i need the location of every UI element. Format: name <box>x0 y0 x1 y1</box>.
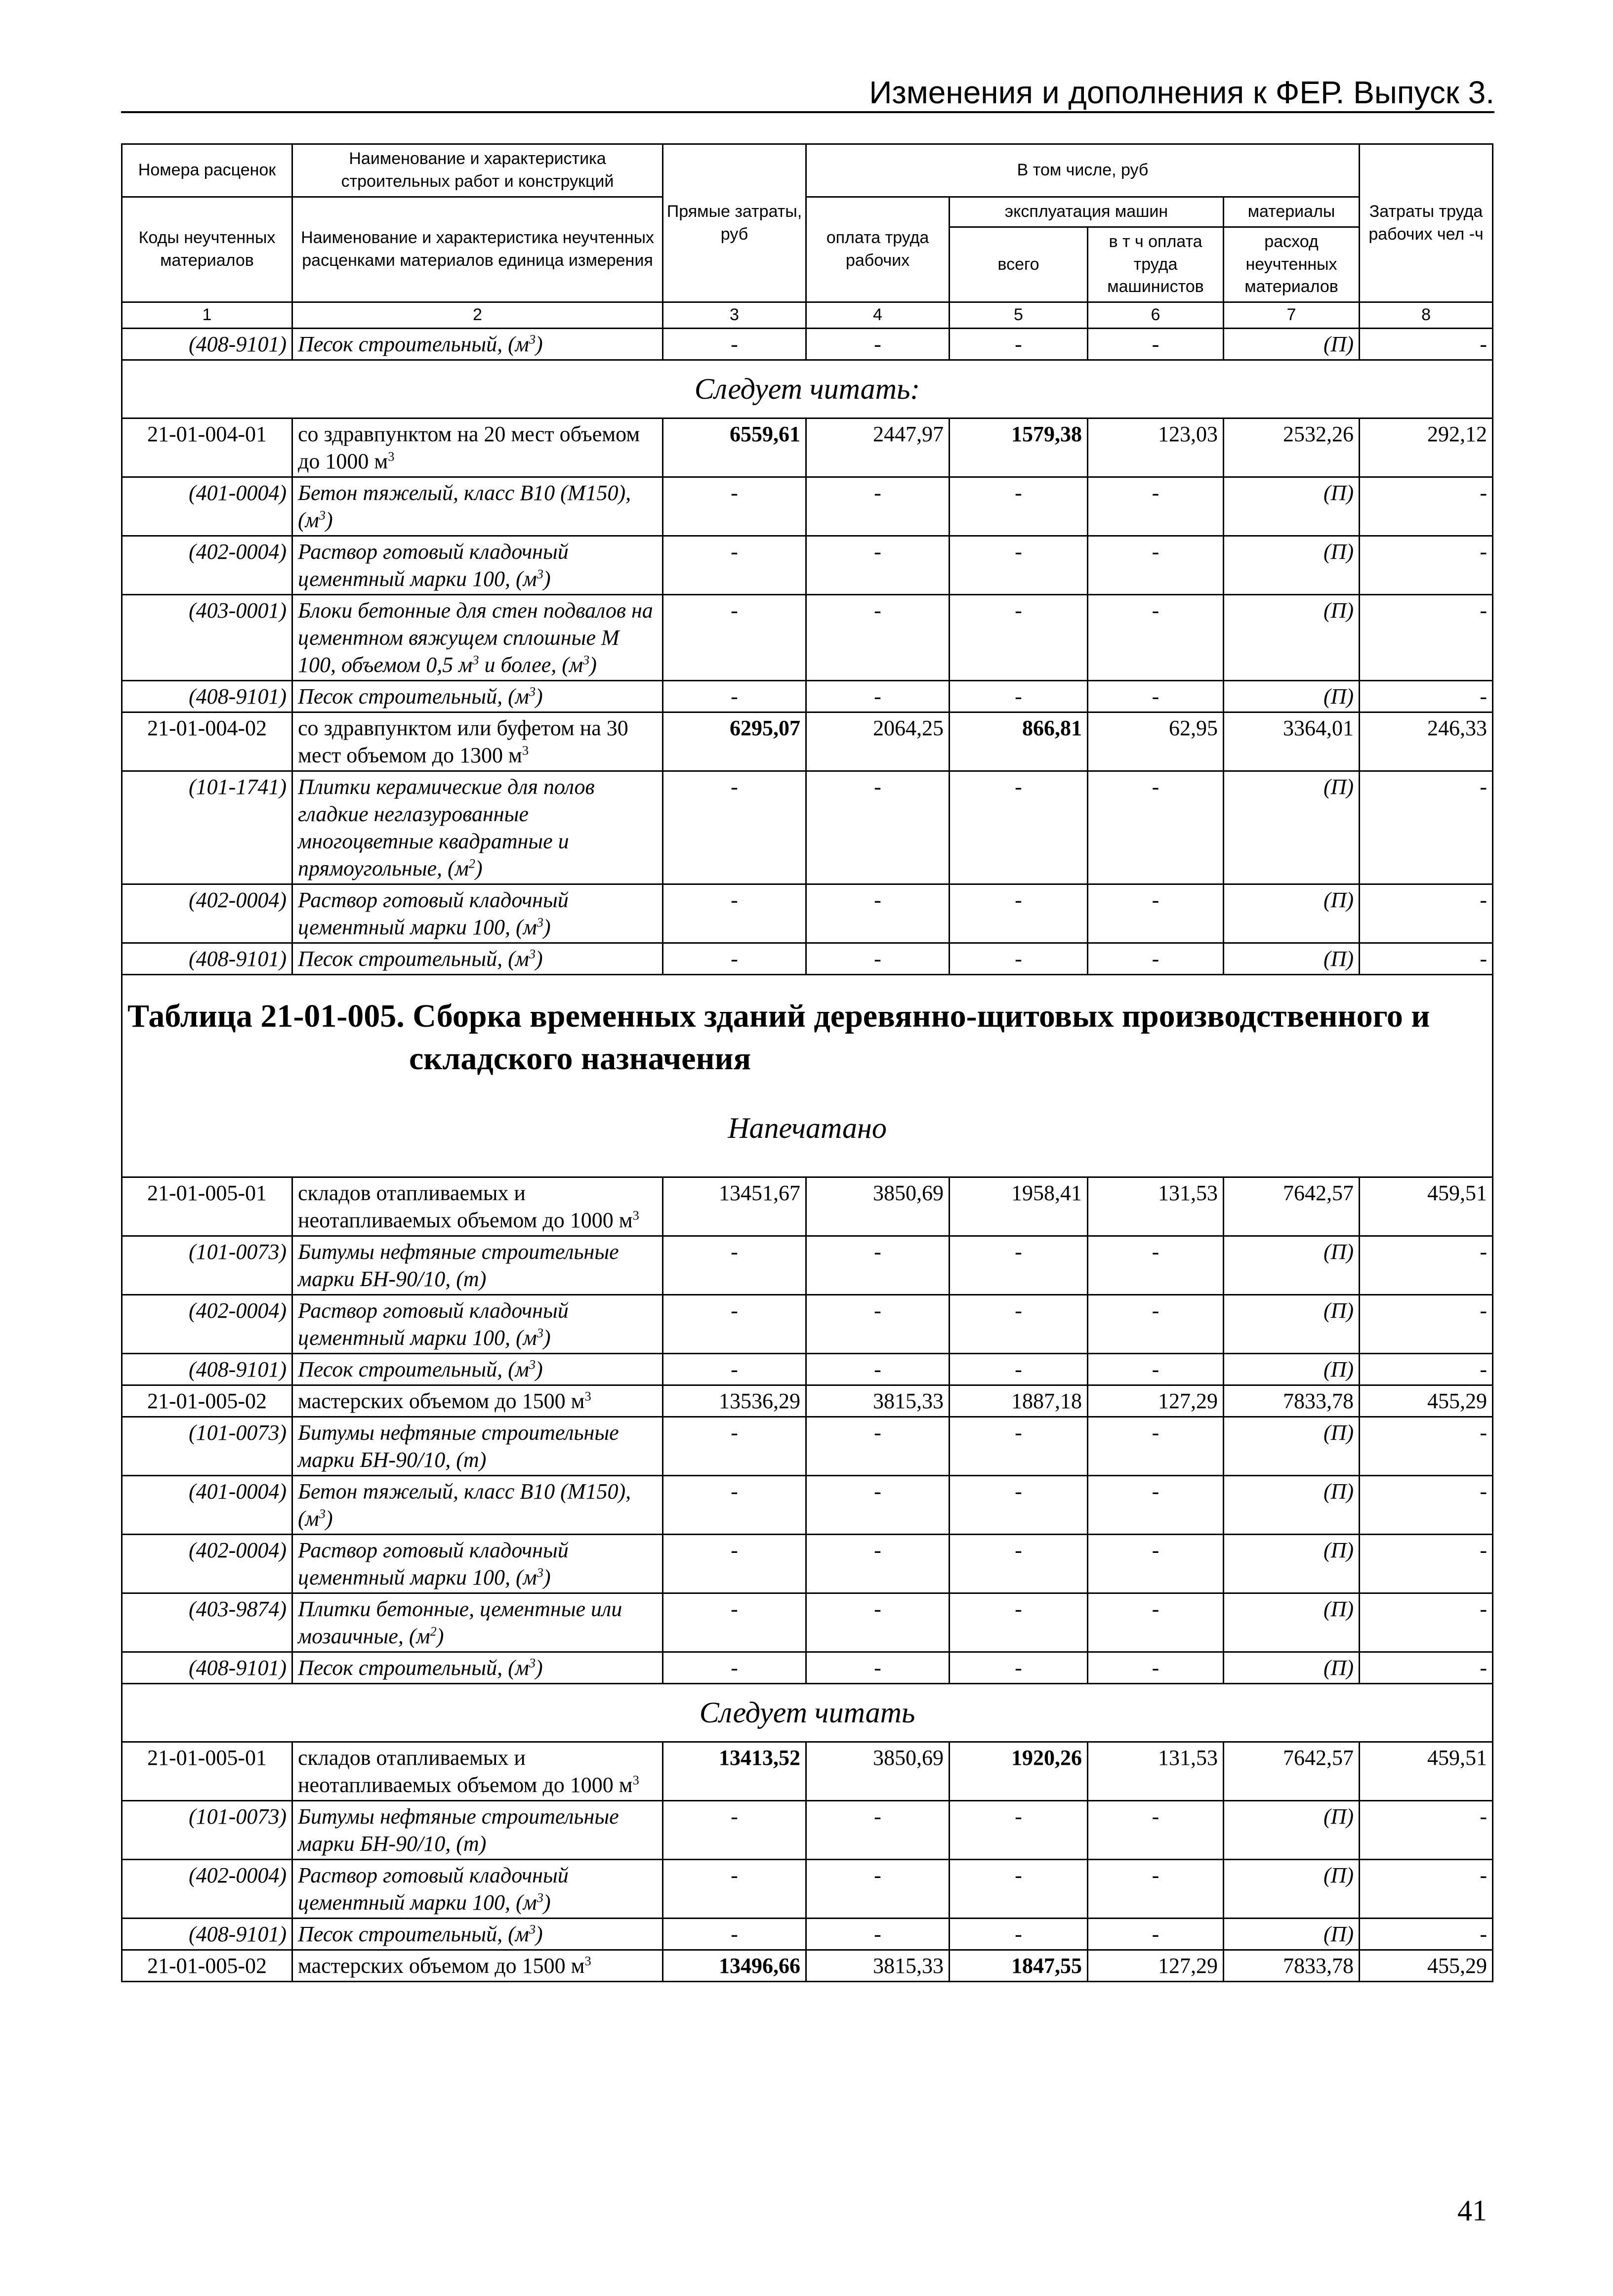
material-name: Битумы нефтяные строительные марки БН-90/10, (т) <box>292 1417 663 1475</box>
running-head: Изменения и дополнения к ФЕР. Выпуск 3. <box>869 75 1494 110</box>
dash-cell: - <box>950 1294 1088 1353</box>
dash-cell: - <box>1088 536 1224 595</box>
material-name: Битумы нефтяные строительные марки БН-90/10, (т) <box>292 1800 663 1859</box>
dash-cell: - <box>1088 1800 1224 1859</box>
p-cell: (П) <box>1224 1534 1360 1593</box>
machinist-pay: 131,53 <box>1088 1177 1224 1236</box>
material-code: (402-0004) <box>122 884 292 943</box>
rates-table <box>121 143 1493 1982</box>
materials-cost: 7642,57 <box>1224 1742 1360 1800</box>
material-row <box>122 1534 1493 1593</box>
dash-cell: - <box>1088 681 1224 712</box>
p-cell: (П) <box>1224 681 1360 712</box>
banner-should-read: Следует читать <box>122 1683 1493 1742</box>
dash-cell: - <box>806 1918 950 1950</box>
material-row <box>122 1236 1493 1294</box>
p-cell: (П) <box>1224 329 1360 360</box>
dash-cell: - <box>1088 1294 1224 1353</box>
dash-cell: - <box>663 1353 806 1385</box>
dash-cell: - <box>806 1353 950 1385</box>
dash-cell: - <box>1088 943 1224 975</box>
p-cell: (П) <box>1224 477 1360 536</box>
dash-cell: - <box>663 1918 806 1950</box>
col-number: 3 <box>663 302 806 329</box>
col-number: 4 <box>806 302 950 329</box>
workers-pay: 3850,69 <box>806 1742 950 1800</box>
material-row <box>122 884 1493 943</box>
machine-total: 1958,41 <box>950 1177 1088 1236</box>
dash-cell: - <box>950 1652 1088 1683</box>
dash-cell: - <box>1360 1417 1493 1475</box>
direct-costs: 13496,66 <box>663 1950 806 1981</box>
dash-cell: - <box>663 1475 806 1534</box>
dash-cell: - <box>1360 1236 1493 1294</box>
material-code: (403-9874) <box>122 1593 292 1652</box>
material-row <box>122 1918 1493 1950</box>
direct-costs: 6295,07 <box>663 712 806 771</box>
dash-cell: - <box>1360 1593 1493 1652</box>
workers-pay: 3850,69 <box>806 1177 950 1236</box>
rate-name: мастерских объемом до 1500 $м^3$ <box>292 1950 663 1981</box>
labor-costs: 455,29 <box>1360 1950 1493 1981</box>
dash-cell: - <box>1360 329 1493 360</box>
material-code: (401-0004) <box>122 1475 292 1534</box>
dash-cell: - <box>1360 477 1493 536</box>
dash-cell: - <box>806 595 950 681</box>
material-row <box>122 1417 1493 1475</box>
dash-cell: - <box>1088 595 1224 681</box>
material-code: (408-9101) <box>122 1652 292 1683</box>
workers-pay: 2447,97 <box>806 418 950 477</box>
col-number: 5 <box>950 302 1088 329</box>
material-row <box>122 1353 1493 1385</box>
dash-cell: - <box>950 1534 1088 1593</box>
material-name: Песок строительный, $(м^3)$ <box>292 329 663 360</box>
material-code: (101-0073) <box>122 1800 292 1859</box>
dash-cell: - <box>1360 1534 1493 1593</box>
material-code: (408-9101) <box>122 943 292 975</box>
material-row <box>122 1859 1493 1918</box>
p-cell: (П) <box>1224 884 1360 943</box>
dash-cell: - <box>950 595 1088 681</box>
dash-cell: - <box>663 1417 806 1475</box>
hdr-materials-consumption: расход неучтенных материалов <box>1224 227 1360 302</box>
material-row <box>122 1652 1493 1683</box>
dash-cell: - <box>950 943 1088 975</box>
page-number: 41 <box>1457 2194 1487 2227</box>
dash-cell: - <box>1088 884 1224 943</box>
rate-name: мастерских объемом до 1500 $м^3$ <box>292 1385 663 1417</box>
banner-row <box>122 360 1493 418</box>
dash-cell: - <box>1360 1475 1493 1534</box>
rate-name: складов отапливаемых и неотапливаемых объемом до 1000 $м^3$ <box>292 1177 663 1236</box>
hdr-labor-costs: Затраты труда рабочих чел -ч <box>1360 144 1493 302</box>
dash-cell: - <box>663 595 806 681</box>
dash-cell: - <box>663 1236 806 1294</box>
material-name: Плитки керамические для полов гладкие неглазурованные многоцветные квадратные и прямоугольные, $(м^2)$ <box>292 771 663 884</box>
rate-row <box>122 1742 1493 1800</box>
col-number: 6 <box>1088 302 1224 329</box>
table-header <box>122 144 1493 329</box>
material-row <box>122 1475 1493 1534</box>
dash-cell: - <box>950 1593 1088 1652</box>
material-name: Песок строительный, $(м^3)$ <box>292 1353 663 1385</box>
machinist-pay: 62,95 <box>1088 712 1224 771</box>
dash-cell: - <box>1088 1859 1224 1918</box>
p-cell: (П) <box>1224 1353 1360 1385</box>
hdr-work-name: Наименование и характеристика строительных работ и конструкций <box>292 144 663 197</box>
p-cell: (П) <box>1224 1236 1360 1294</box>
material-code: (402-0004) <box>122 1859 292 1918</box>
machine-total: 1920,26 <box>950 1742 1088 1800</box>
material-row <box>122 943 1493 975</box>
machine-total: 1887,18 <box>950 1385 1088 1417</box>
dash-cell: - <box>806 771 950 884</box>
p-cell: (П) <box>1224 1652 1360 1683</box>
dash-cell: - <box>1360 771 1493 884</box>
dash-cell: - <box>806 943 950 975</box>
material-code: (402-0004) <box>122 536 292 595</box>
material-code: (408-9101) <box>122 681 292 712</box>
material-name: Песок строительный, $(м^3)$ <box>292 943 663 975</box>
dash-cell: - <box>950 1417 1088 1475</box>
labor-costs: 459,51 <box>1360 1742 1493 1800</box>
direct-costs: 13536,29 <box>663 1385 806 1417</box>
dash-cell: - <box>1088 329 1224 360</box>
material-row <box>122 329 1493 360</box>
labor-costs: 455,29 <box>1360 1385 1493 1417</box>
materials-cost: 7833,78 <box>1224 1385 1360 1417</box>
dash-cell: - <box>663 943 806 975</box>
machinist-pay: 131,53 <box>1088 1742 1224 1800</box>
hdr-material-codes: Коды неучтенных материалов <box>122 197 292 302</box>
dash-cell: - <box>1088 1652 1224 1683</box>
machine-total: 1847,55 <box>950 1950 1088 1981</box>
dash-cell: - <box>950 1859 1088 1918</box>
rate-code: 21-01-004-02 <box>122 712 292 771</box>
workers-pay: 3815,33 <box>806 1950 950 1981</box>
dash-cell: - <box>663 536 806 595</box>
hdr-rate-numbers: Номера расценок <box>122 144 292 197</box>
material-code: (403-0001) <box>122 595 292 681</box>
col-number: 2 <box>292 302 663 329</box>
material-name: Раствор готовый кладочный цементный марки 100, $(м^3)$ <box>292 1534 663 1593</box>
machinist-pay: 123,03 <box>1088 418 1224 477</box>
dash-cell: - <box>806 329 950 360</box>
dash-cell: - <box>950 1236 1088 1294</box>
dash-cell: - <box>1360 943 1493 975</box>
machine-total: 866,81 <box>950 712 1088 771</box>
p-cell: (П) <box>1224 771 1360 884</box>
rate-code: 21-01-005-02 <box>122 1950 292 1981</box>
col-number: 8 <box>1360 302 1493 329</box>
p-cell: (П) <box>1224 1800 1360 1859</box>
table-title-line2: складского назначения <box>409 1041 751 1077</box>
dash-cell: - <box>806 884 950 943</box>
rate-code: 21-01-005-02 <box>122 1385 292 1417</box>
p-cell: (П) <box>1224 595 1360 681</box>
dash-cell: - <box>806 1800 950 1859</box>
rate-name: складов отапливаемых и неотапливаемых объемом до 1000 $м^3$ <box>292 1742 663 1800</box>
dash-cell: - <box>1088 1475 1224 1534</box>
labor-costs: 292,12 <box>1360 418 1493 477</box>
dash-cell: - <box>950 1800 1088 1859</box>
dash-cell: - <box>663 477 806 536</box>
material-name: Блоки бетонные для стен подвалов на цементном вяжущем сплошные М 100, объемом 0,5 $м^3$ и более, $(м^3)$ <box>292 595 663 681</box>
dash-cell: - <box>663 1800 806 1859</box>
dash-cell: - <box>950 1475 1088 1534</box>
p-cell: (П) <box>1224 1294 1360 1353</box>
header-rule <box>121 111 1494 113</box>
material-code: (402-0004) <box>122 1294 292 1353</box>
hdr-machinist-pay: в т ч оплата труда машинистов <box>1088 227 1224 302</box>
dash-cell: - <box>950 884 1088 943</box>
labor-costs: 246,33 <box>1360 712 1493 771</box>
table-title-line1: Таблица 21-01-005. Сборка временных зданий деревянно-щитовых производственного и <box>127 998 1430 1035</box>
dash-cell: - <box>1360 681 1493 712</box>
dash-cell: - <box>806 1652 950 1683</box>
dash-cell: - <box>663 1534 806 1593</box>
material-row <box>122 771 1493 884</box>
hdr-material-name: Наименование и характеристика неучтенных расценками материалов единица измерения <box>292 197 663 302</box>
dash-cell: - <box>1088 1417 1224 1475</box>
p-cell: (П) <box>1224 1475 1360 1534</box>
hdr-machine-ops: эксплуатация машин <box>950 197 1224 227</box>
direct-costs: 13451,67 <box>663 1177 806 1236</box>
dash-cell: - <box>663 884 806 943</box>
dash-cell: - <box>1088 1918 1224 1950</box>
material-name: Раствор готовый кладочный цементный марки 100, $(м^3)$ <box>292 536 663 595</box>
material-code: (101-0073) <box>122 1417 292 1475</box>
material-row <box>122 477 1493 536</box>
machinist-pay: 127,29 <box>1088 1950 1224 1981</box>
dash-cell: - <box>806 1417 950 1475</box>
dash-cell: - <box>950 1918 1088 1950</box>
dash-cell: - <box>663 329 806 360</box>
rate-code: 21-01-004-01 <box>122 418 292 477</box>
material-name: Бетон тяжелый, класс В10 (М150), $(м^3)$ <box>292 477 663 536</box>
dash-cell: - <box>950 536 1088 595</box>
hdr-materials: материалы <box>1224 197 1360 227</box>
dash-cell: - <box>1088 477 1224 536</box>
rate-code: 21-01-005-01 <box>122 1177 292 1236</box>
material-name: Бетон тяжелый, класс В10 (М150), $(м^3)$ <box>292 1475 663 1534</box>
dash-cell: - <box>806 1859 950 1918</box>
hdr-workers-pay: оплата труда рабочих <box>806 197 950 302</box>
rate-row <box>122 1177 1493 1236</box>
material-name: Песок строительный, $(м^3)$ <box>292 1918 663 1950</box>
material-name: Раствор готовый кладочный цементный марки 100, $(м^3)$ <box>292 1859 663 1918</box>
hdr-direct-costs: Прямые затраты, руб <box>663 144 806 302</box>
dash-cell: - <box>806 1475 950 1534</box>
p-cell: (П) <box>1224 1918 1360 1950</box>
material-name: Песок строительный, $(м^3)$ <box>292 681 663 712</box>
p-cell: (П) <box>1224 943 1360 975</box>
material-code: (401-0004) <box>122 477 292 536</box>
materials-cost: 2532,26 <box>1224 418 1360 477</box>
dash-cell: - <box>663 681 806 712</box>
dash-cell: - <box>1088 1236 1224 1294</box>
material-name: Песок строительный, $(м^3)$ <box>292 1652 663 1683</box>
material-name: Плитки бетонные, цементные или мозаичные, $(м^2)$ <box>292 1593 663 1652</box>
dash-cell: - <box>950 681 1088 712</box>
dash-cell: - <box>1088 771 1224 884</box>
rate-name: со здравпунктом или буфетом на 30 мест объемом до 1300 $м^3$ <box>292 712 663 771</box>
dash-cell: - <box>806 1534 950 1593</box>
p-cell: (П) <box>1224 1859 1360 1918</box>
labor-costs: 459,51 <box>1360 1177 1493 1236</box>
material-row <box>122 536 1493 595</box>
col-number: 1 <box>122 302 292 329</box>
banner-should-read: Следует читать: <box>122 360 1493 418</box>
dash-cell: - <box>1360 1859 1493 1918</box>
p-cell: (П) <box>1224 1417 1360 1475</box>
dash-cell: - <box>950 477 1088 536</box>
material-name: Битумы нефтяные строительные марки БН-90/10, (т) <box>292 1236 663 1294</box>
workers-pay: 3815,33 <box>806 1385 950 1417</box>
materials-cost: 7833,78 <box>1224 1950 1360 1981</box>
col-number: 7 <box>1224 302 1360 329</box>
dash-cell: - <box>1088 1534 1224 1593</box>
p-cell: (П) <box>1224 1593 1360 1652</box>
materials-cost: 3364,01 <box>1224 712 1360 771</box>
material-code: (408-9101) <box>122 329 292 360</box>
dash-cell: - <box>806 1236 950 1294</box>
rate-row <box>122 1385 1493 1417</box>
direct-costs: 6559,61 <box>663 418 806 477</box>
dash-cell: - <box>663 1652 806 1683</box>
material-name: Раствор готовый кладочный цементный марки 100, $(м^3)$ <box>292 1294 663 1353</box>
dash-cell: - <box>806 477 950 536</box>
material-row <box>122 1800 1493 1859</box>
dash-cell: - <box>1360 1353 1493 1385</box>
dash-cell: - <box>1360 1652 1493 1683</box>
dash-cell: - <box>1360 595 1493 681</box>
rate-row <box>122 712 1493 771</box>
rate-name: со здравпунктом на 20 мест объемом до 1000 $м^3$ <box>292 418 663 477</box>
material-row <box>122 1593 1493 1652</box>
dash-cell: - <box>806 681 950 712</box>
material-code: (101-0073) <box>122 1236 292 1294</box>
dash-cell: - <box>950 329 1088 360</box>
dash-cell: - <box>1360 884 1493 943</box>
hdr-including: В том числе, руб <box>806 144 1360 197</box>
material-code: (408-9101) <box>122 1353 292 1385</box>
dash-cell: - <box>663 1294 806 1353</box>
dash-cell: - <box>1088 1593 1224 1652</box>
hdr-machine-total: всего <box>950 227 1088 302</box>
column-numbers-row <box>122 302 1493 329</box>
table-title <box>122 975 1493 1177</box>
dash-cell: - <box>806 536 950 595</box>
dash-cell: - <box>1360 1800 1493 1859</box>
material-code: (101-1741) <box>122 771 292 884</box>
rate-row <box>122 418 1493 477</box>
dash-cell: - <box>1360 1294 1493 1353</box>
dash-cell: - <box>663 1593 806 1652</box>
rate-code: 21-01-005-01 <box>122 1742 292 1800</box>
dash-cell: - <box>663 1859 806 1918</box>
machine-total: 1579,38 <box>950 418 1088 477</box>
dash-cell: - <box>1360 1918 1493 1950</box>
material-row <box>122 1294 1493 1353</box>
banner-row <box>122 1683 1493 1742</box>
material-row <box>122 681 1493 712</box>
dash-cell: - <box>950 1353 1088 1385</box>
dash-cell: - <box>806 1294 950 1353</box>
table-title-row <box>122 975 1493 1177</box>
dash-cell: - <box>950 771 1088 884</box>
direct-costs: 13413,52 <box>663 1742 806 1800</box>
material-row <box>122 595 1493 681</box>
rate-row <box>122 1950 1493 1981</box>
material-name: Раствор готовый кладочный цементный марки 100, $(м^3)$ <box>292 884 663 943</box>
materials-cost: 7642,57 <box>1224 1177 1360 1236</box>
dash-cell: - <box>1088 1353 1224 1385</box>
dash-cell: - <box>806 1593 950 1652</box>
p-cell: (П) <box>1224 536 1360 595</box>
workers-pay: 2064,25 <box>806 712 950 771</box>
banner-printed: Напечатано <box>728 1111 887 1144</box>
machinist-pay: 127,29 <box>1088 1385 1224 1417</box>
dash-cell: - <box>663 771 806 884</box>
material-code: (402-0004) <box>122 1534 292 1593</box>
dash-cell: - <box>1360 536 1493 595</box>
material-code: (408-9101) <box>122 1918 292 1950</box>
